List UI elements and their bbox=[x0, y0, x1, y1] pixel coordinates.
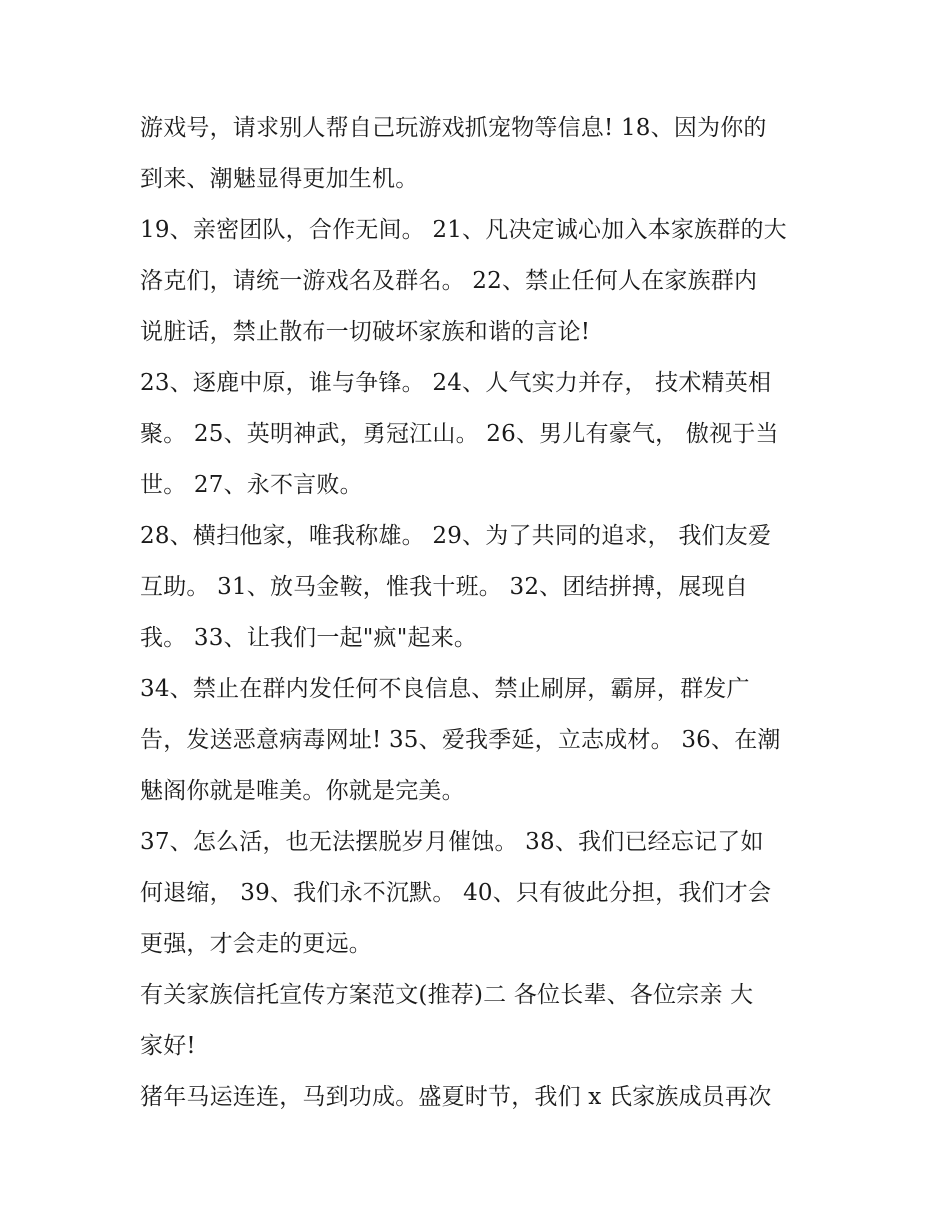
text-line: 洛克们，请统一游戏名及群名。 22、禁止任何人在家族群内 bbox=[140, 268, 758, 294]
text-line: 魅阁你就是唯美。你就是完美。 bbox=[140, 778, 465, 804]
text-line: 23、逐鹿中原，谁与争锋。 24、人气实力并存， 技术精英相 bbox=[140, 370, 772, 396]
text-line: 34、禁止在群内发任何不良信息、禁止刷屏，霸屏，群发广 bbox=[140, 676, 750, 702]
text-line: 何退缩， 39、我们永不沉默。 40、只有彼此分担，我们才会 bbox=[140, 880, 772, 906]
section-heading-line: 有关家族信托宣传方案范文(推荐)二 各位长辈、各位宗亲 大 bbox=[140, 982, 754, 1008]
text-line: 世。 27、永不言败。 bbox=[140, 472, 363, 498]
text-line: 37、怎么活，也无法摆脱岁月催蚀。 38、我们已经忘记了如 bbox=[140, 829, 764, 855]
text-line: 28、横扫他家，唯我称雄。 29、为了共同的追求， 我们友爱 bbox=[140, 523, 772, 549]
text-line: 互助。 31、放马金鞍，惟我十班。 32、团结拼搏，展现自 bbox=[140, 574, 748, 600]
text-line: 更强，才会走的更远。 bbox=[140, 931, 372, 957]
text-line: 告，发送恶意病毒网址! 35、爱我季延，立志成材。 36、在潮 bbox=[140, 727, 781, 753]
text-line: 游戏号，请求别人帮自己玩游戏抓宠物等信息! 18、因为你的 bbox=[140, 115, 767, 141]
text-line: 猪年马运连连，马到功成。盛夏时节，我们 x 氏家族成员再次 bbox=[140, 1084, 772, 1110]
text-line: 到来、潮魅显得更加生机。 bbox=[140, 166, 419, 192]
text-line: 19、亲密团队，合作无间。 21、凡决定诚心加入本家族群的大 bbox=[140, 217, 787, 243]
text-line: 聚。 25、英明神武，勇冠江山。 26、男儿有豪气， 傲视于当 bbox=[140, 421, 779, 447]
text-line: 我。 33、让我们一起"疯"起来。 bbox=[140, 625, 478, 651]
document-body bbox=[140, 103, 820, 1123]
text-line: 家好! bbox=[140, 1033, 196, 1059]
text-line: 说脏话，禁止散布一切破坏家族和谐的言论! bbox=[140, 319, 591, 345]
